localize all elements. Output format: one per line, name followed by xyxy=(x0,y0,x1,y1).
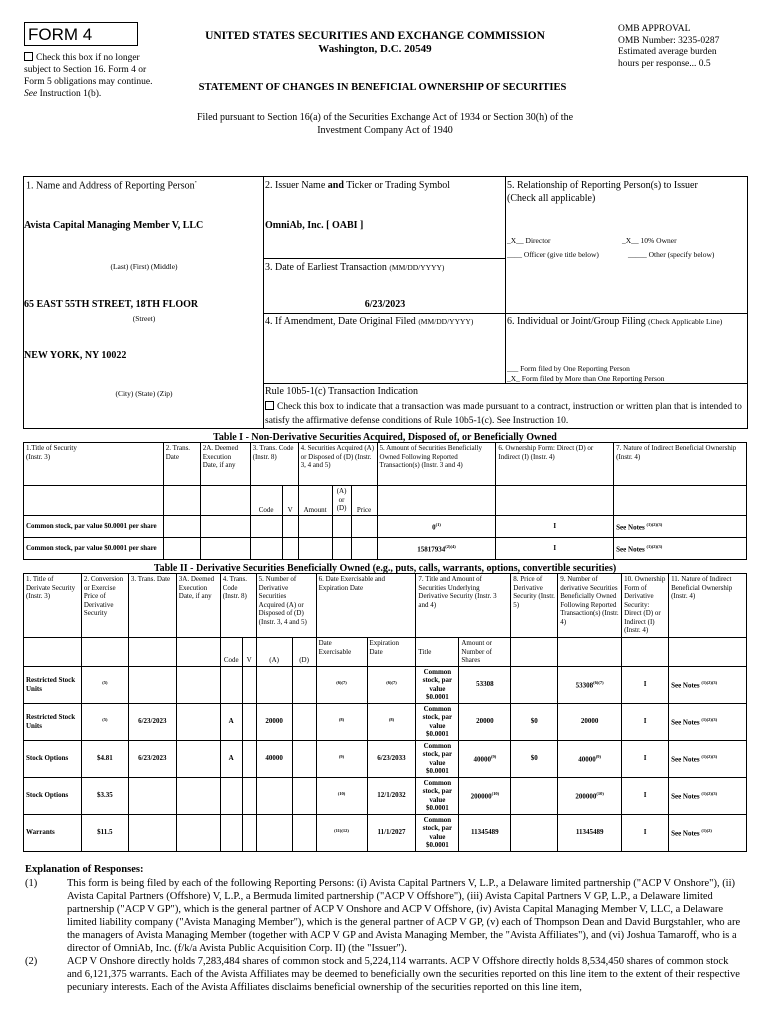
t2-deemed xyxy=(176,740,220,777)
t2-title xyxy=(24,666,82,703)
t2-title xyxy=(24,814,82,851)
agency-title: UNITED STATES SECURITIES AND EXCHANGE COMMISSION xyxy=(205,30,545,42)
earliest-tx-label xyxy=(265,262,444,273)
omb-title: OMB APPROVAL xyxy=(618,24,691,34)
t2-exer-fn: (8) xyxy=(338,717,345,723)
form-title: FORM 4 xyxy=(24,22,138,46)
label4-fmt: (MM/DD/YYYY) xyxy=(418,317,474,326)
t2-d xyxy=(292,777,316,814)
omb-box xyxy=(618,24,748,70)
t2-exer-fn: (10) xyxy=(337,791,346,797)
t2-nature xyxy=(669,777,747,814)
t2-exer xyxy=(316,777,367,814)
label2c: Ticker or Trading Symbol xyxy=(346,180,451,191)
t2-sub-a: (A) xyxy=(256,638,292,667)
t2-form-val: I xyxy=(643,680,647,689)
t1-amount-val: 0 xyxy=(432,523,436,532)
t2-deemed xyxy=(176,777,220,814)
t2-price xyxy=(511,740,558,777)
t2-owned-val: 53308 xyxy=(575,681,594,690)
t2-exer xyxy=(316,814,367,851)
explanation-item xyxy=(25,955,745,994)
t2-sub-code: Code xyxy=(220,638,242,667)
t2-owned-val: 40000 xyxy=(578,755,596,764)
t1-h3: 3. Trans. Code (Instr. 8) xyxy=(250,443,298,486)
t2-owned-val: 11345489 xyxy=(575,828,604,837)
t2-u-title-val: Common stock, par value $0.0001 xyxy=(422,815,453,849)
label5: 5. Relationship of Reporting Person(s) to Issuer xyxy=(507,180,698,191)
t2-nature-fn: (1)(2) xyxy=(701,828,712,834)
t1-h1-a: 1.Title of Security xyxy=(26,444,77,452)
t2-exer-fn: (6)(7) xyxy=(336,680,347,686)
label1-star: * xyxy=(194,180,197,185)
explanation-num: (2) xyxy=(25,956,38,967)
t2-exer-fn: (9) xyxy=(338,754,345,760)
t1-sub-aord: (A) or (D) xyxy=(332,486,351,516)
city-caption: (City) (State) (Zip) xyxy=(115,389,173,398)
t2-title xyxy=(24,740,82,777)
t2-conv-val: $11.5 xyxy=(97,828,113,837)
t1-h2: 2. Trans. Date xyxy=(163,443,200,486)
more-person-check[interactable]: _X_ Form filed by More than One Reporting Person xyxy=(507,374,665,383)
t2-owned xyxy=(558,740,622,777)
label1-text: 1. Name and Address of Reporting Person xyxy=(26,180,195,192)
t1-row-form: I xyxy=(496,538,614,560)
t2-form-val: I xyxy=(643,717,647,726)
t2-u-amt-val: 53308 xyxy=(476,680,494,689)
t2-owned xyxy=(558,703,622,740)
t1-nature-val: See Notes xyxy=(616,523,645,532)
t2-h3: 3. Trans. Date xyxy=(128,574,176,638)
explanation-text: This form is being filed by each of the following Reporting Persons: (i) Avista Capital Partners V, L.P., a Delaware limited partnership ("ACP V Onshore"), (ii) Avista Capital Partners (Offshore) V, L.P., a Bermuda limited partnership ("ACP V Offshore"), (iii) Avista Capital Partners V GP, L.P., a Delaware limited partnership ("ACP V GP"), which is the general partner of ACP V Onshore and ACP V Offshore, (iv) Avista Capital Managing Member V, LLC, a Delaware limited liability company ("Avista Managing Member"), which is the general partner of ACP V GP, (v) each of Thompson Dean and David Burgstahler, who are the managers of Avista Managing Member (together with ACP V GP and Avista Managing Member, the "Avista Affiliates"), and (vi) Joshua Tamaroff, who is a director of OmniAb, Inc. (f/k/a Avista Public Acquisition Corp. II) (the "Issuer"). xyxy=(67,878,741,954)
explanation-text: ACP V Onshore directly holds 7,283,484 shares of common stock and 5,224,114 warrants. ACP V Offshore directly holds 8,534,450 shares of common stock and 6,121,375 warrants. Each of the Avista Affiliates may be deemed to beneficially own the securities reported on this line item to the extent of their respective pecuniary interests. Each of the Avista Affiliates disclaims beneficial ownership of the securities reported on this line item, xyxy=(67,956,740,993)
t2-exp-val: 11/1/2027 xyxy=(377,828,406,837)
t2-row xyxy=(24,814,747,851)
t2-u-amt-fn: (10) xyxy=(491,791,500,797)
t2-conv-fn: (5) xyxy=(102,717,108,723)
t2-row xyxy=(24,703,747,740)
t1-row-form: I xyxy=(496,516,614,538)
t2-owned-fn: (9) xyxy=(595,754,602,760)
t1-h5: 5. Amount of Securities Beneficially Owned Following Reported Transaction(s) (Instr. 3 and 4) xyxy=(377,443,496,486)
t2-exp xyxy=(367,740,416,777)
t2-exp xyxy=(367,777,416,814)
t1-row-amount xyxy=(377,538,496,560)
t2-conv-val: $4.81 xyxy=(96,754,113,763)
owner10-check[interactable]: _X__ 10% Owner xyxy=(622,236,677,245)
t2-exp-fn: (6)(7) xyxy=(386,680,397,686)
omb-hours: hours per response... 0.5 xyxy=(618,58,711,69)
label4: 4. If Amendment, Date Original Filed xyxy=(265,316,416,327)
t1-nature-fn: (1)(2)(3) xyxy=(646,522,663,528)
t2-nature-fn: (1)(2)(3) xyxy=(701,717,718,723)
t2-a-val: 20000 xyxy=(265,717,283,726)
t2-u-title xyxy=(416,666,459,703)
t2-code xyxy=(220,703,242,740)
label6: 6. Individual or Joint/Group Filing xyxy=(507,316,646,327)
t2-u-amt-val: 11345489 xyxy=(471,828,499,837)
t2-exp xyxy=(367,814,416,851)
t2-a xyxy=(256,740,292,777)
t2-row xyxy=(24,740,747,777)
t2-price-val: $0 xyxy=(530,717,538,726)
t2-u-amt-val: 20000 xyxy=(476,717,494,726)
t2-owned xyxy=(558,814,622,851)
t2-conv xyxy=(81,814,128,851)
t2-h4: 4. Trans. Code (Instr. 8) xyxy=(220,574,256,638)
t1-h6: 6. Ownership Form: Direct (D) or Indirect (I) (Instr. 4) xyxy=(496,443,614,486)
t2-h9: 9. Number of derivative Securities Beneficially Owned Following Reported Transaction(s) (Instr. 4) xyxy=(558,574,622,638)
reporting-name: Avista Capital Managing Member V, LLC xyxy=(24,220,204,231)
t2-owned-val: 20000 xyxy=(580,717,599,726)
t2-nature-fn: (1)(2)(3) xyxy=(701,791,718,797)
agency-location: Washington, D.C. 20549 xyxy=(318,43,432,55)
t2-a xyxy=(256,777,292,814)
t2-title xyxy=(24,777,82,814)
t2-row xyxy=(24,666,747,703)
t2-u-amt xyxy=(459,703,511,740)
t2-sub-v: V xyxy=(242,638,256,667)
label5b: (Check all applicable) xyxy=(507,192,596,204)
t2-date xyxy=(128,703,176,740)
amendment-label xyxy=(265,316,473,327)
rule-checkbox-block[interactable] xyxy=(265,400,745,428)
t2-nature xyxy=(669,814,747,851)
reporting-street: 65 EAST 55TH STREET, 18TH FLOOR xyxy=(24,299,199,310)
t2-date xyxy=(128,814,176,851)
t2-h2: 2. Conversion or Exercise Price of Derivative Security xyxy=(81,574,128,638)
table2 xyxy=(23,573,747,852)
t2-owned xyxy=(558,666,622,703)
rule-text: Check this box to indicate that a transaction was made pursuant to a contract, instruction or written plan that is intended to satisfy the affirmative defense conditions of Rule 10b5-1(c). See Instruction 10. xyxy=(265,402,742,426)
t2-form xyxy=(622,814,669,851)
t2-a-val: 40000 xyxy=(265,754,283,763)
t1-row-nature xyxy=(614,538,747,560)
t1-row-title: Common stock, par value $0.0001 per share xyxy=(24,538,164,560)
t2-price xyxy=(511,703,558,740)
issuer-label xyxy=(265,180,450,191)
t2-title-val: Warrants xyxy=(26,828,55,837)
filed-pursuant-line1: Filed pursuant to Section 16(a) of the Securities Exchange Act of 1934 or Section 30(h) of the xyxy=(196,112,574,123)
issuer-name: OmniAb, Inc. [ OABI ] xyxy=(265,220,364,231)
label2a: 2. Issuer Name xyxy=(265,180,326,191)
t2-conv-fn: (5) xyxy=(102,680,108,686)
t2-h3a: 3A. Deemed Execution Date, if any xyxy=(176,574,220,638)
t2-conv xyxy=(81,666,128,703)
rule-checkbox[interactable] xyxy=(265,401,274,410)
t1-nature-fn: (1)(2)(3) xyxy=(646,544,663,550)
t2-u-title xyxy=(416,740,459,777)
t2-d xyxy=(292,740,316,777)
t2-code xyxy=(220,740,242,777)
t2-exp-val: 12/1/2032 xyxy=(377,791,406,800)
t2-owned-fn: (10) xyxy=(596,791,604,797)
t2-exer xyxy=(316,703,367,740)
t2-h11: 11. Nature of Indirect Beneficial Ownership (Instr. 4) xyxy=(669,574,747,638)
t2-u-amt xyxy=(459,814,511,851)
t2-d xyxy=(292,666,316,703)
t1-amount-val: 15817934 xyxy=(417,545,446,554)
t2-form-val: I xyxy=(643,828,647,837)
label6-note: (Check Applicable Line) xyxy=(648,317,723,326)
t2-h8: 8. Price of Derivative Security (Instr. 5) xyxy=(511,574,558,638)
reporting-person-label xyxy=(26,180,197,191)
no-longer-subject-checkbox-block[interactable] xyxy=(24,52,154,100)
t2-exp-val: 6/23/2033 xyxy=(377,754,406,763)
t2-title-val: Stock Options xyxy=(26,791,69,800)
rule-label: Rule 10b5-1(c) Transaction Indication xyxy=(265,386,419,397)
t2-nature-val: See Notes xyxy=(671,718,700,727)
relationship-label xyxy=(507,180,745,205)
t2-price xyxy=(511,777,558,814)
table1-title: Table I - Non-Derivative Securities Acquired, Disposed of, or Beneficially Owned xyxy=(213,432,557,443)
t2-exp xyxy=(367,703,416,740)
t2-u-title-val: Common stock, par value $0.0001 xyxy=(422,667,453,701)
t2-u-title-val: Common stock, par value $0.0001 xyxy=(422,704,453,738)
t2-nature-val: See Notes xyxy=(671,755,700,764)
t2-nature xyxy=(669,740,747,777)
table1 xyxy=(23,442,747,560)
label2b: and xyxy=(327,180,344,191)
officer-check[interactable]: ____ Officer (give title below) xyxy=(507,250,599,259)
t2-owned-val: 200000 xyxy=(575,792,597,801)
label3-fmt: (MM/DD/YYYY) xyxy=(389,263,445,272)
t2-sub-exp: Expiration Date xyxy=(367,638,416,667)
t2-nature-val: See Notes xyxy=(671,792,700,801)
t2-title-val: Restricted Stock Units xyxy=(26,676,76,693)
t2-date xyxy=(128,740,176,777)
explanation-num: (1) xyxy=(25,878,38,889)
explanation-item xyxy=(25,877,745,955)
name-caption: (Last) (First) (Middle) xyxy=(110,262,178,271)
t2-u-amt xyxy=(459,666,511,703)
t2-code xyxy=(220,777,242,814)
street-caption: (Street) xyxy=(132,314,156,323)
t1-amount-fn: (2)(4) xyxy=(445,544,456,550)
t2-v xyxy=(242,666,256,703)
t1-sub-price: Price xyxy=(351,486,377,516)
checkbox-instr: Instruction 1(b). xyxy=(39,89,102,99)
t2-nature-fn: (1)(2)(3) xyxy=(701,754,718,760)
t2-nature-val: See Notes xyxy=(671,829,700,838)
t2-nature-fn: (1)(2)(3) xyxy=(701,680,718,686)
t2-nature xyxy=(669,666,747,703)
t2-a xyxy=(256,666,292,703)
t2-title-val: Stock Options xyxy=(26,754,69,763)
t2-exer xyxy=(316,666,367,703)
t2-u-title xyxy=(416,703,459,740)
t2-date-val: 6/23/2023 xyxy=(138,754,167,763)
checkbox-see: See xyxy=(24,89,38,99)
t2-conv xyxy=(81,777,128,814)
t2-sub-title: Title xyxy=(416,638,459,667)
t2-exp-fn: (8) xyxy=(388,717,395,723)
t2-form-val: I xyxy=(643,791,647,800)
t2-date-val: 6/23/2023 xyxy=(138,717,167,726)
t2-nature-val: See Notes xyxy=(671,681,700,690)
t2-sub-amt: Amount or Number of Shares xyxy=(459,638,511,667)
t2-conv-val: $3.35 xyxy=(96,791,113,800)
t2-v xyxy=(242,703,256,740)
t2-code xyxy=(220,814,242,851)
t1-sub-code: Code xyxy=(250,486,282,516)
t2-h5: 5. Number of Derivative Securities Acquired (A) or Disposed of (D) (Instr. 3, 4 and 5) xyxy=(256,574,316,638)
t2-title-val: Restricted Stock Units xyxy=(26,713,76,730)
individual-filing-label xyxy=(507,316,745,328)
omb-burden: Estimated average burden xyxy=(618,47,717,57)
t1-sub-amount: Amount xyxy=(298,486,332,516)
t2-u-title xyxy=(416,814,459,851)
t2-form-val: I xyxy=(643,754,647,763)
statement-title: STATEMENT OF CHANGES IN BENEFICIAL OWNERSHIP OF SECURITIES xyxy=(198,82,567,93)
t2-exer xyxy=(316,740,367,777)
t2-date xyxy=(128,666,176,703)
filed-pursuant xyxy=(100,111,670,137)
t2-date xyxy=(128,777,176,814)
t1-nature-val: See Notes xyxy=(616,545,645,554)
t2-owned xyxy=(558,777,622,814)
t1-h1 xyxy=(24,443,164,486)
t2-a xyxy=(256,814,292,851)
t2-u-title-val: Common stock, par value $0.0001 xyxy=(422,741,453,775)
t1-row xyxy=(24,516,747,538)
table2-title: Table II - Derivative Securities Beneficially Owned (e.g., puts, calls, warrants, options, convertible securities) xyxy=(153,563,617,574)
t2-u-amt-fn: (9) xyxy=(490,754,497,760)
one-person-check[interactable]: ___ Form filed by One Reporting Person xyxy=(507,364,630,373)
t1-h4: 4. Securities Acquired (A) or Disposed of (D) (Instr. 3, 4 and 5) xyxy=(298,443,377,486)
t2-conv xyxy=(81,740,128,777)
t2-a xyxy=(256,703,292,740)
t2-deemed xyxy=(176,814,220,851)
t2-conv xyxy=(81,703,128,740)
t1-h2a: 2A. Deemed Execution Date, if any xyxy=(200,443,250,486)
t1-amount-fn: (1) xyxy=(435,522,441,528)
omb-number: OMB Number: 3235-0287 xyxy=(618,35,720,46)
t2-sub-exer: Date Exercisable xyxy=(316,638,367,667)
t2-sub-d: (D) xyxy=(292,638,316,667)
t2-price-val: $0 xyxy=(530,754,538,763)
filed-pursuant-line2: Investment Company Act of 1940 xyxy=(317,125,453,136)
t2-v xyxy=(242,777,256,814)
t1-h7: 7. Nature of Indirect Beneficial Ownership (Instr. 4) xyxy=(614,443,747,486)
t2-nature xyxy=(669,703,747,740)
t1-row xyxy=(24,538,747,560)
t1-row-amount xyxy=(377,516,496,538)
t2-u-amt xyxy=(459,740,511,777)
t1-sub-v: V xyxy=(282,486,298,516)
t2-h1: 1. Title of Derivate Security (Instr. 3) xyxy=(24,574,82,638)
t2-u-amt-val: 40000 xyxy=(473,755,491,764)
t2-u-title xyxy=(416,777,459,814)
t2-v xyxy=(242,814,256,851)
checkbox-text: Check this box if no longer subject to Section 16. Form 4 or Form 5 obligations may continue. xyxy=(24,53,153,87)
t2-u-amt-val: 200000 xyxy=(470,792,492,801)
t1-h1-b: (Instr. 3) xyxy=(26,452,51,461)
checkbox[interactable] xyxy=(24,52,33,61)
t2-form xyxy=(622,740,669,777)
label3: 3. Date of Earliest Transaction xyxy=(265,262,387,273)
t2-u-title-val: Common stock, par value $0.0001 xyxy=(422,778,453,812)
t2-code xyxy=(220,666,242,703)
t2-row xyxy=(24,777,747,814)
reporting-city: NEW YORK, NY 10022 xyxy=(24,350,127,361)
t2-h6: 6. Date Exercisable and Expiration Date xyxy=(316,574,416,638)
t2-v xyxy=(242,740,256,777)
t2-deemed xyxy=(176,703,220,740)
t2-title xyxy=(24,703,82,740)
t2-h10: 10. Ownership Form of Derivative Security: Direct (D) or Indirect (I) (Instr. 4) xyxy=(622,574,669,638)
t1-row-title: Common stock, par value $0.0001 per share xyxy=(24,516,164,538)
t2-form xyxy=(622,703,669,740)
t2-d xyxy=(292,814,316,851)
t2-h7: 7. Title and Amount of Securities Underlying Derivative Security (Instr. 3 and 4) xyxy=(416,574,511,638)
t2-exer-fn: (11)(12) xyxy=(334,828,349,834)
t2-code-val: A xyxy=(228,754,234,763)
t2-price xyxy=(511,666,558,703)
t2-owned-fn: (6)(7) xyxy=(593,680,604,686)
other-check[interactable]: _____ Other (specify below) xyxy=(628,250,715,259)
t2-exp xyxy=(367,666,416,703)
t2-price xyxy=(511,814,558,851)
t2-u-amt xyxy=(459,777,511,814)
t2-deemed xyxy=(176,666,220,703)
director-check[interactable]: _X__ Director xyxy=(507,236,551,245)
t2-d xyxy=(292,703,316,740)
earliest-date: 6/23/2023 xyxy=(364,299,406,310)
t2-code-val: A xyxy=(228,717,234,726)
explanation-title: Explanation of Responses: xyxy=(25,864,144,875)
t1-row-nature xyxy=(614,516,747,538)
t2-form xyxy=(622,666,669,703)
t2-form xyxy=(622,777,669,814)
explanation-list xyxy=(25,877,745,994)
